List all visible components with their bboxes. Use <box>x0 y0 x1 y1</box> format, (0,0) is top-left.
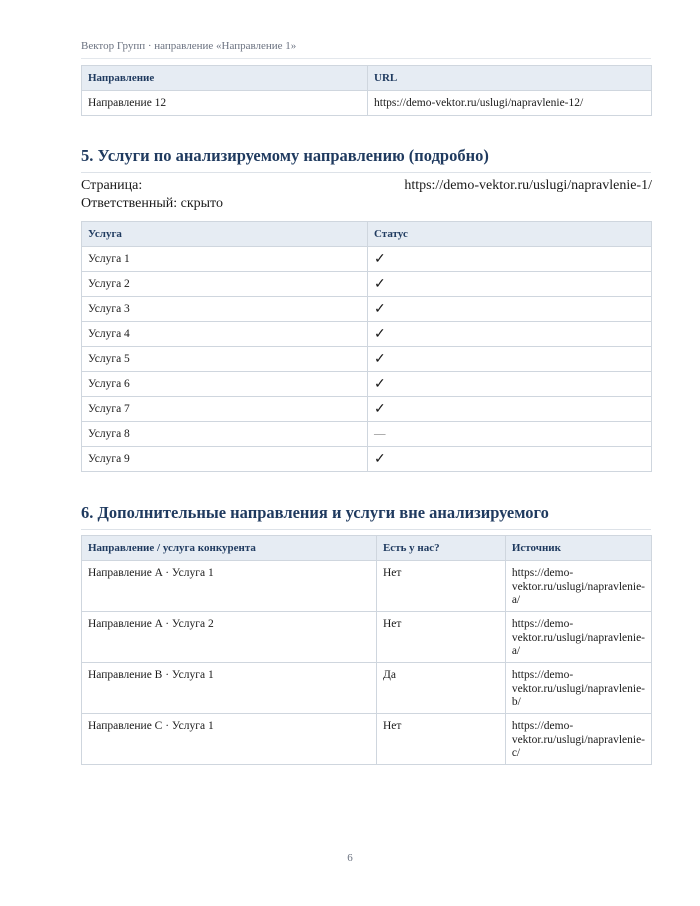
responsible-info: Ответственный: скрыто <box>81 196 223 211</box>
status-check-icon: ✓ <box>368 247 652 272</box>
source-cell[interactable]: https://demo-vektor.ru/uslugi/napravlenie-a/ <box>505 561 651 612</box>
service-cell: Услуга 5 <box>82 347 368 372</box>
competitor-item-cell: Направление A · Услуга 1 <box>82 561 377 612</box>
column-header-url: URL <box>368 66 652 91</box>
table-row <box>82 247 652 272</box>
direction-cell: Направление 12 <box>82 91 368 116</box>
column-header-have: Есть у нас? <box>376 536 505 561</box>
section-5-title: 5. Услуги по анализируемому направлению (подробно) <box>81 146 651 173</box>
have-cell: Нет <box>376 714 505 765</box>
service-cell: Услуга 1 <box>82 247 368 272</box>
service-cell: Услуга 3 <box>82 297 368 322</box>
column-header-service: Услуга <box>82 222 368 247</box>
competitor-item-cell: Направление C · Услуга 1 <box>82 714 377 765</box>
table-row <box>82 714 652 765</box>
status-check-icon: ✓ <box>368 272 652 297</box>
service-cell: Услуга 8 <box>82 422 368 447</box>
table-header-row <box>82 536 652 561</box>
table-row <box>82 447 652 472</box>
service-cell: Услуга 4 <box>82 322 368 347</box>
table-row <box>82 422 652 447</box>
column-header-competitor-item: Направление / услуга конкурента <box>82 536 377 561</box>
status-dash-icon: — <box>368 422 652 447</box>
status-check-icon: ✓ <box>368 372 652 397</box>
table-row <box>82 561 652 612</box>
table-row <box>82 372 652 397</box>
have-cell: Нет <box>376 612 505 663</box>
service-cell: Услуга 2 <box>82 272 368 297</box>
page-header: Вектор Групп · направление «Направление 1» <box>81 40 651 59</box>
competitor-item-cell: Направление A · Услуга 2 <box>82 612 377 663</box>
column-header-source: Источник <box>505 536 651 561</box>
service-cell: Услуга 9 <box>82 447 368 472</box>
source-cell[interactable]: https://demo-vektor.ru/uslugi/napravlenie-a/ <box>505 612 651 663</box>
status-check-icon: ✓ <box>368 322 652 347</box>
table-row <box>82 347 652 372</box>
section-6-title: 6. Дополнительные направления и услуги вне анализируемого <box>81 503 651 530</box>
status-check-icon: ✓ <box>368 297 652 322</box>
competitor-item-cell: Направление B · Услуга 1 <box>82 663 377 714</box>
url-cell[interactable]: https://demo-vektor.ru/uslugi/napravlenie-12/ <box>368 91 652 116</box>
source-cell[interactable]: https://demo-vektor.ru/uslugi/napravlenie-b/ <box>505 663 651 714</box>
table-row <box>82 612 652 663</box>
status-check-icon: ✓ <box>368 397 652 422</box>
table-row <box>82 272 652 297</box>
status-check-icon: ✓ <box>368 447 652 472</box>
table-row <box>82 91 652 116</box>
have-cell: Да <box>376 663 505 714</box>
service-cell: Услуга 6 <box>82 372 368 397</box>
have-cell: Нет <box>376 561 505 612</box>
source-cell[interactable]: https://demo-vektor.ru/uslugi/napravlenie-c/ <box>505 714 651 765</box>
directions-table <box>81 65 652 116</box>
table-header-row <box>82 66 652 91</box>
services-table <box>81 221 652 472</box>
status-check-icon: ✓ <box>368 347 652 372</box>
table-header-row <box>82 222 652 247</box>
table-row <box>82 322 652 347</box>
table-row <box>82 397 652 422</box>
table-row <box>82 297 652 322</box>
page-number: 6 <box>347 852 353 864</box>
column-header-status: Статус <box>368 222 652 247</box>
service-cell: Услуга 7 <box>82 397 368 422</box>
page-label: Страница: <box>81 178 143 193</box>
column-header-direction: Направление <box>82 66 368 91</box>
table-row <box>82 663 652 714</box>
page-url[interactable]: https://demo-vektor.ru/uslugi/napravlenie-1/ <box>404 178 652 193</box>
competitor-services-table <box>81 535 652 765</box>
